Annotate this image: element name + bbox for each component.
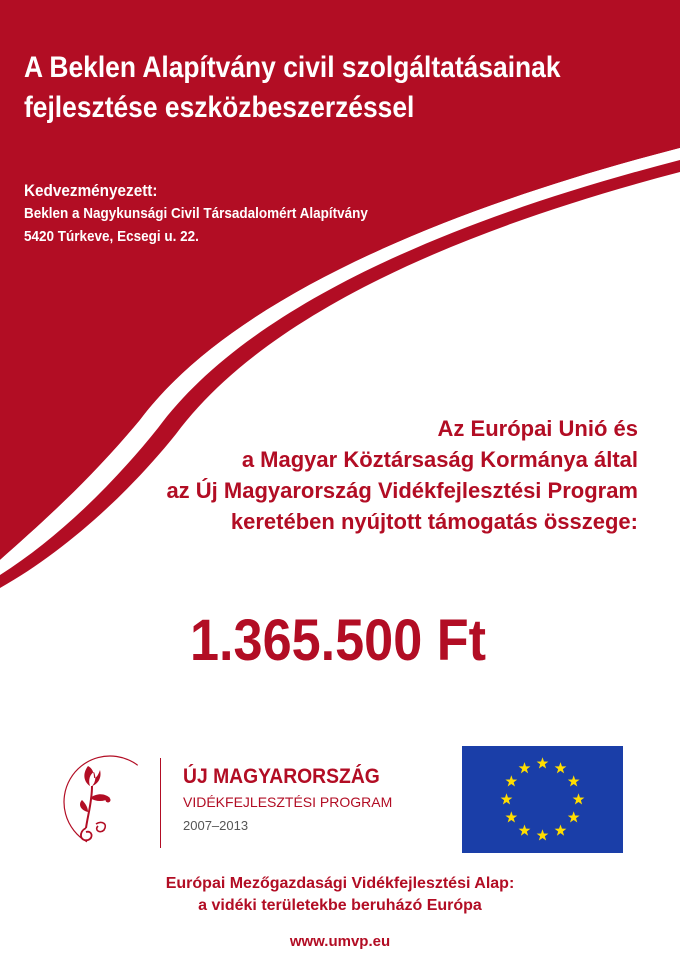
title-line-1: A Beklen Alapítvány civil szolgáltatásainak: [24, 51, 561, 84]
umvp-title: ÚJ MAGYARORSZÁG: [183, 765, 380, 788]
beneficiary-label: Kedvezményezett:: [24, 181, 158, 200]
website-link[interactable]: www.umvp.eu: [289, 933, 391, 950]
fund-statement: [0, 873, 680, 917]
grant-amount: 1.365.500 Ft: [190, 608, 487, 673]
logo-divider: [160, 758, 161, 848]
tulip-flower-icon: [52, 752, 162, 852]
umvp-years: 2007–2013: [183, 818, 249, 833]
beneficiary-block: [24, 180, 368, 248]
umvp-logo-text: [183, 764, 397, 836]
support-statement: [166, 413, 638, 537]
support-line-2: a Magyar Köztársaság Kormánya által: [241, 447, 638, 472]
umvp-subtitle: VIDÉKFEJLESZTÉSI PROGRAM: [183, 794, 393, 810]
beneficiary-address: 5420 Túrkeve, Ecsegi u. 22.: [24, 228, 199, 245]
page-title: [24, 48, 587, 128]
support-line-1: Az Európai Unió és: [437, 416, 638, 441]
support-line-4: keretében nyújtott támogatás összege:: [230, 509, 638, 534]
eu-flag-icon: [462, 746, 623, 853]
support-line-3: az Új Magyarország Vidékfejlesztési Program: [166, 478, 638, 503]
fund-line-1: Európai Mezőgazdasági Vidékfejlesztési Alap:: [165, 875, 515, 892]
title-line-2: fejlesztése eszközbeszerzéssel: [24, 91, 415, 124]
fund-line-2: a vidéki területekbe beruházó Európa: [198, 897, 482, 914]
beneficiary-name: Beklen a Nagykunsági Civil Társadalomért Alapítvány: [24, 205, 368, 222]
